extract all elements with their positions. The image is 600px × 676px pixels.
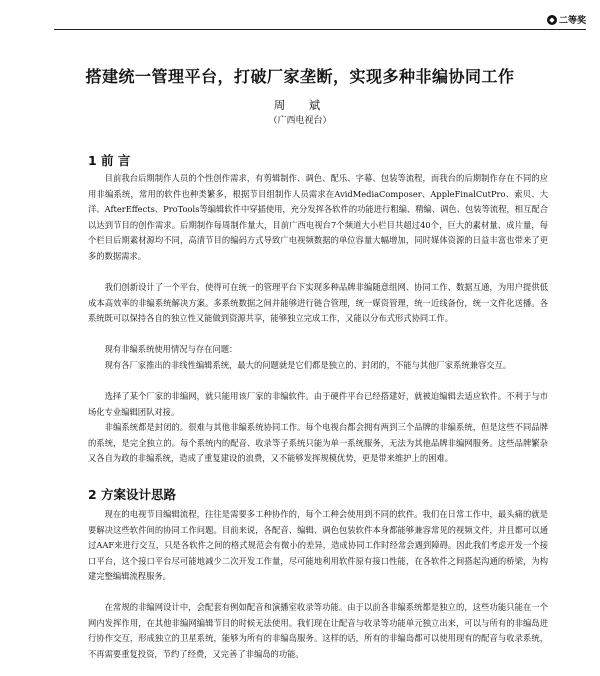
paragraph: 我们创新设计了一个平台，使得可在统一的管理平台下实现多种品牌非编随意组网、协同工作、数据互通，为用户提供低成本高效率的非编系统解决方案。多系统数据之间并能够进行链合管理，统一媒资管理，统一近线备份，统一文件化送播。各系统既可以保持各自的独立性又能做到资源共享，能够独立完成工作，又能以分布式形式协同工作。: [88, 282, 548, 323]
author-name: 周 斌: [273, 98, 327, 112]
article-title: 搭建统一管理平台，打破厂家垄断，实现多种非编协同工作: [85, 67, 515, 86]
author-affiliation: （广西电视台）: [268, 116, 332, 126]
paragraph: 现有各厂家推出的非线性编辑系统，最大的问题就是它们都是独立的、封闭的，不能与其他厂家系统兼容交互。: [104, 360, 512, 370]
paragraph: 非编系统都是封闭的。很难与其他非编系统协同工作。每个电视台都会拥有两到三个品牌的非编系统，但是这些不同品牌的系统，是完全独立的。每个系统内的配音、收录等子系统只能为单一系统服务，无法为其他品牌非编网服务。这些品牌繁杂又各自为政的非编系统，造成了重复建设的浪费，又不能够发挥规模优势，更是带来维护上的困难。: [88, 422, 548, 463]
paragraph: 现有非编系统使用情况与存在问题：: [104, 344, 238, 354]
award-tag: [547, 13, 586, 26]
paragraph: 目前我台后期制作人员的个性创作需求，有剪辑制作、调色、配乐、字幕、包装等流程，而我台的后期制作存在不同的应用非编系统，常用的软件也种类繁多，根据节目组制作人员需求在AvidMediaComposer、AppleFinalCutPro、索贝、大洋、AfterEffects、ProTools等编辑软件中穿插使用，充分发挥各软件的功能进行粗编、精编、调色、包装等流程，相互配合以达到节目的创作需求。后期制作每周制作量大，目前广西电视台7个频道大小栏目共超过40个，巨大的素材量、成片量，每个栏目后期素材源均不同，高清节目的编码方式导致广电视频数据的单位容量大幅增加，同时媒体资源的日益丰富也带来了更多的数据需求。: [88, 173, 548, 261]
header-rule: [54, 29, 586, 30]
section-heading-intro: 1 前 言: [88, 153, 131, 168]
paragraph: 选择了某个厂家的非编网，就只能用该厂家的非编软件。由于硬件平台已经搭建好，就被迫编辑去适应软件。不利于与市场化专业编辑团队对接。: [88, 391, 548, 417]
paragraph: 在常规的非编网设计中，会配套有例如配音和演播室收录等功能。由于以前各非编系统都是独立的，这些功能只能在一个网内发挥作用，在其他非编网编辑节目的时候无法使用。我们现在让配音与收录等功能单元独立出来，可以与所有的非编岛进行协作交互，形成独立的卫星系统，能够为所有的非编岛服务。这样的话，所有的非编岛都可以使用现有的配音与收录系统，不再需要重复投资，节约了经费，又完善了非编岛的功能。: [88, 602, 548, 659]
paragraph: 现在的电视节目编辑流程，往往是需要多工种协作的，每个工种会使用到不同的软件。我们在日常工作中，最头痛的就是要解决这些软件间的协同工作问题。目前来说，各配音、编辑、调色包装软件本身都能够兼容常见的视频文件，并且都可以通过AAF来进行交互，只是各软件之间的格式规范会有微小的差异，造成协同工作时经常会遇到障碍。因此我们考虑开发一个接口平台，这个接口平台尽可能地减少二次开发工作量，尽可能地利用软件原有接口性能，在各软件之间搭起沟通的桥梁，为构建完整编辑流程服务。: [88, 509, 548, 581]
section-heading-design: 2 方案设计思路: [88, 487, 177, 502]
award-label: 二等奖: [558, 16, 586, 26]
award-marker-icon: ◆: [547, 15, 557, 25]
